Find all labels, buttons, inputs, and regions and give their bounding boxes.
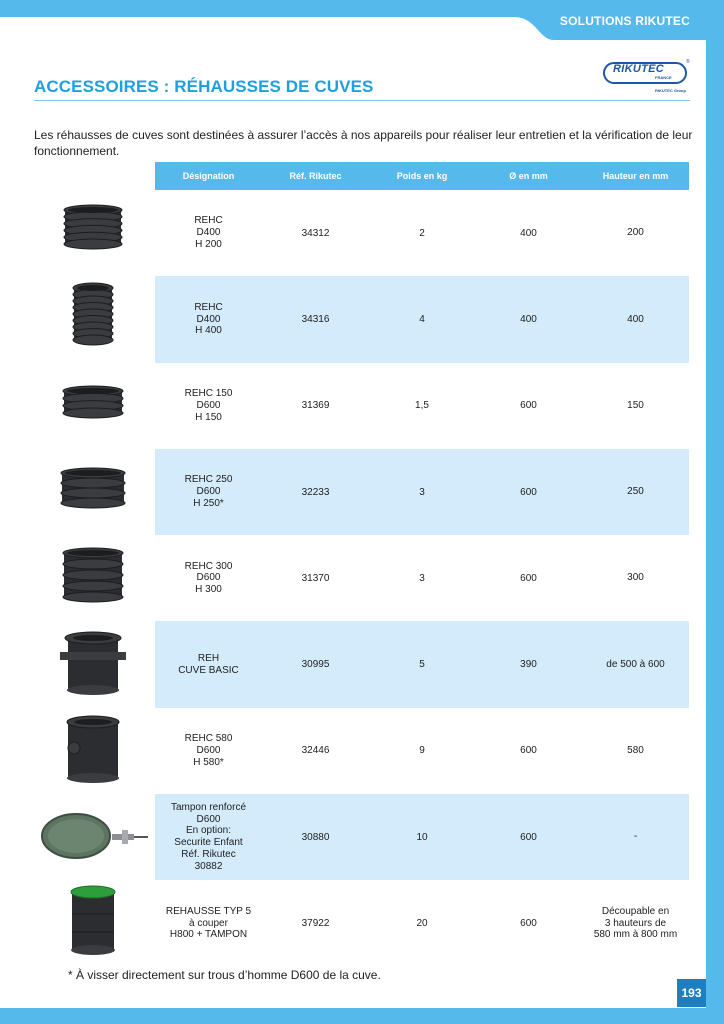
- logo-text: RIKUTEC: [613, 63, 664, 75]
- cell-diam: 600: [520, 486, 537, 498]
- cell-hauteur: 150: [627, 399, 644, 411]
- cell-hauteur: 580: [627, 745, 644, 757]
- cell-poids: 3: [419, 572, 425, 584]
- cell-poids: 5: [419, 659, 425, 671]
- rikutec-logo: [603, 60, 689, 94]
- cell-ref: 31369: [301, 400, 330, 412]
- product-table: [155, 162, 689, 967]
- cell-designation: REHC 300 D600 H 300: [184, 560, 233, 596]
- cell-diam: 600: [520, 745, 537, 757]
- rehausse-wide-tall-icon: [34, 535, 152, 621]
- page-title: ACCESSOIRES : RÉHAUSSES DE CUVES: [34, 77, 374, 96]
- cell-hauteur: 400: [627, 313, 644, 325]
- cell-poids: 10: [416, 831, 428, 843]
- table-row: [155, 708, 689, 794]
- cell-ref: 37922: [301, 918, 330, 930]
- rehausse-580-icon: [34, 708, 152, 794]
- cell-diam: 400: [520, 313, 537, 325]
- cell-ref: 34316: [301, 313, 330, 325]
- cell-diam: 390: [520, 659, 537, 671]
- table-row: [155, 880, 689, 966]
- title-divider: [34, 100, 690, 101]
- cell-ref: 31370: [301, 572, 330, 584]
- cell-ref: 30995: [301, 659, 330, 671]
- cell-diam: 600: [520, 572, 537, 584]
- intro-paragraph: Les réhausses de cuves sont destinées à assurer l’accès à nos appareils pour réaliser leur entretien et la vérification de leur fonctionnement.: [34, 128, 693, 158]
- cell-designation: REHC 580 D600 H 580*: [184, 733, 233, 768]
- cell-hauteur: Découpable en 3 hauteurs de 580 mm à 800 mm: [593, 905, 678, 941]
- cell-hauteur: de 500 à 600: [606, 658, 665, 670]
- cell-poids: 2: [419, 227, 425, 239]
- cell-poids: 20: [416, 918, 428, 930]
- cell-designation: REHC D400 H 200: [194, 215, 223, 251]
- table-row: [155, 276, 689, 362]
- cell-hauteur: -: [633, 831, 638, 843]
- cell-hauteur: 300: [627, 572, 644, 584]
- cell-diam: 600: [520, 831, 537, 843]
- section-title: SOLUTIONS RIKUTEC: [559, 14, 690, 28]
- header-hauteur: Hauteur en mm: [602, 171, 669, 181]
- bottom-band: [0, 1008, 724, 1024]
- cell-ref: 34312: [301, 227, 330, 239]
- cell-diam: 400: [520, 227, 537, 239]
- header-ref: Réf. Rikutec: [289, 171, 342, 181]
- rehausse-ribbed-tall-icon: [34, 276, 152, 362]
- cell-designation: REH CUVE BASIC: [178, 652, 239, 676]
- rehausse-wide-icon: [34, 449, 152, 535]
- rehausse-typ5-icon: [34, 880, 152, 966]
- table-row: [155, 190, 689, 276]
- tampon-lid-icon: [34, 794, 152, 880]
- cell-hauteur: 200: [627, 227, 644, 239]
- header-diametre: Ø en mm: [509, 171, 548, 181]
- table-row: [155, 794, 689, 880]
- rehausse-flat-icon: [34, 363, 152, 449]
- page-number: 193: [677, 979, 706, 1007]
- cell-ref: 30880: [301, 831, 330, 843]
- right-edge-bar: [706, 0, 724, 1024]
- cell-diam: 600: [520, 400, 537, 412]
- cell-designation: REHC 250 D600 H 250*: [184, 474, 233, 509]
- cell-designation: REHC 150 D600 H 150: [184, 388, 233, 423]
- rehausse-ribbed-short-icon: [34, 190, 152, 276]
- cell-ref: 32233: [301, 486, 330, 498]
- header-designation: Désignation: [182, 171, 235, 181]
- cell-poids: 9: [419, 745, 425, 757]
- cell-poids: 4: [419, 313, 425, 325]
- rehausse-basic-icon: [34, 622, 152, 708]
- footnote: * À visser directement sur trous d’homme D600 de la cuve.: [68, 968, 381, 982]
- table-row: [155, 363, 689, 449]
- table-header: [155, 162, 689, 190]
- table-row: [155, 535, 689, 621]
- cell-designation: REHC D400 H 400: [194, 301, 223, 337]
- cell-poids: 3: [419, 486, 425, 498]
- logo-registered-mark: ®: [686, 59, 690, 65]
- table-row: [155, 449, 689, 535]
- cell-ref: 32446: [301, 745, 330, 757]
- logo-subtitle: FRANCE: [655, 75, 672, 80]
- header-poids: Poids en kg: [396, 171, 448, 181]
- cell-poids: 1,5: [415, 400, 429, 412]
- cell-hauteur: 250: [627, 486, 644, 498]
- cell-designation: Tampon renforcé D600 En option: Securite Enfant Réf. Rikutec 30882: [170, 801, 247, 872]
- logo-group: RIKUTEC Group: [655, 88, 686, 93]
- cell-diam: 600: [520, 918, 537, 930]
- cell-designation: REHAUSSE TYP 5 à couper H800 + TAMPON: [165, 905, 252, 941]
- table-row: [155, 621, 689, 707]
